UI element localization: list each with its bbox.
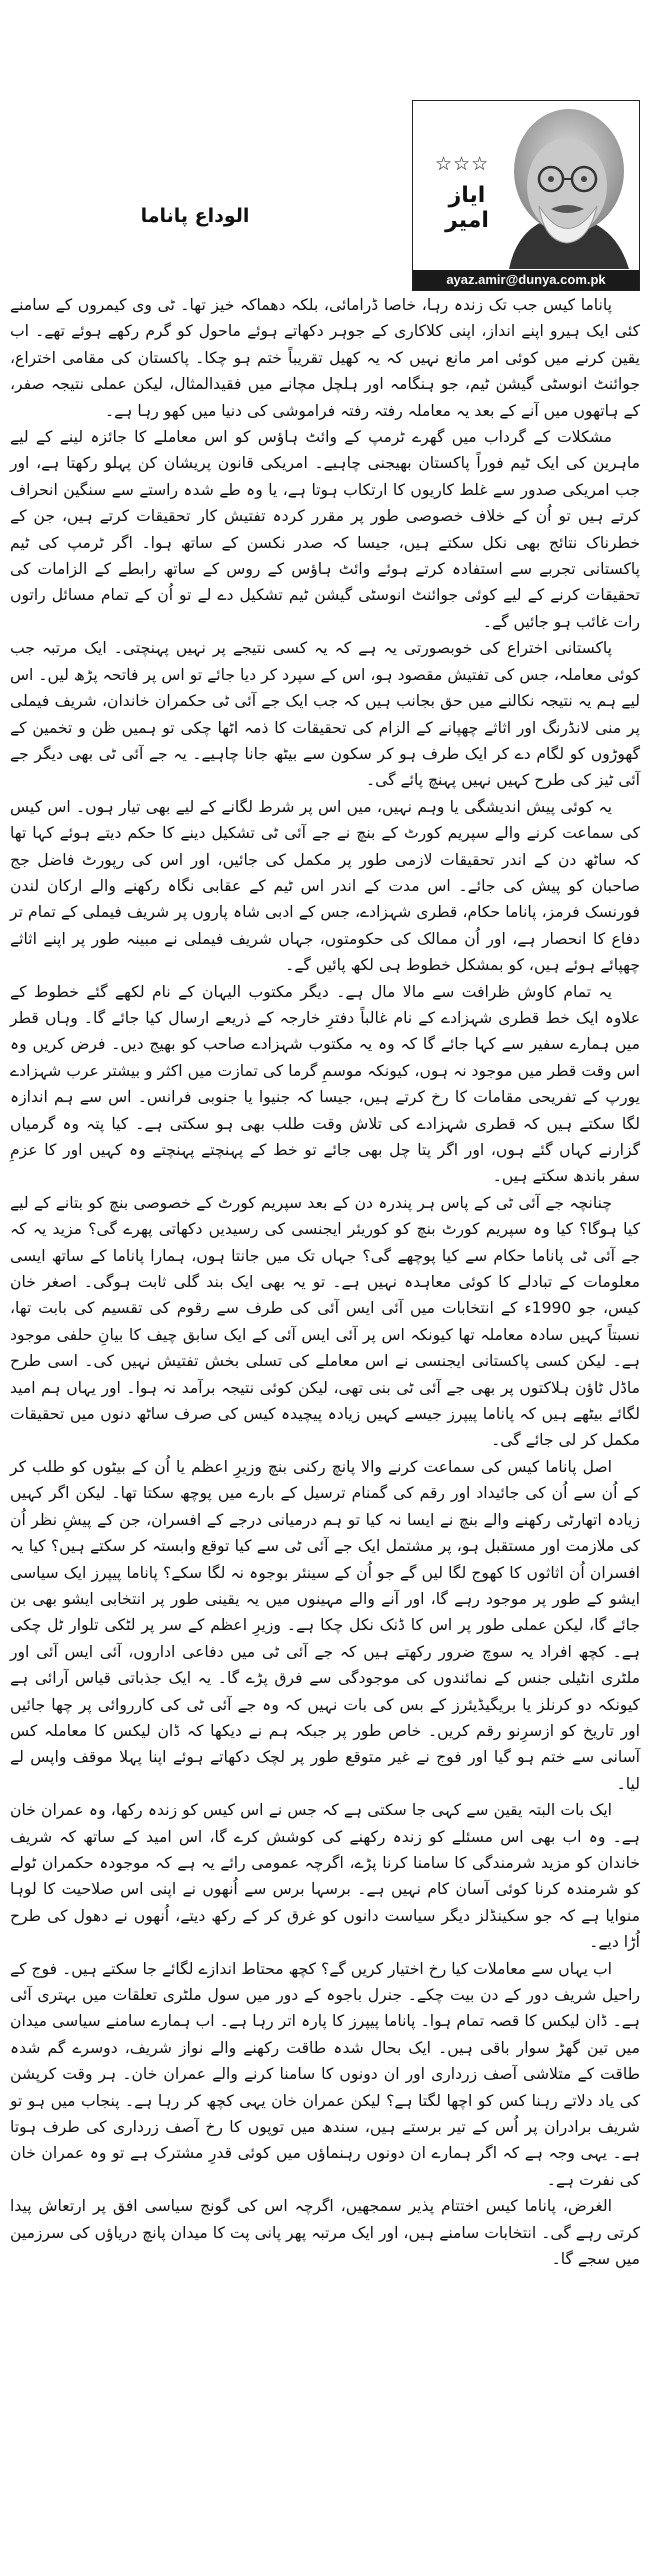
article-paragraph: یہ کوئی پیش اندیشگی یا وہم نہیں، میں اس پر شرط لگانے کے لیے بھی تیار ہوں۔ اس کیس کی سماعت کرنے والے سپریم کورٹ کے بنچ نے جے آئی ٹی تشکیل دینے کا حکم دیتے ہوئے کہا تھا کہ ساٹھ دن کے اندر تحقیقات لازمی طور پر مکمل کی جائیں، اور اس کی رپورٹ فاضل جج صاحبان کو پیش کی جائے۔ اس مدت کے اندر اس ٹیم کے عقابی نگاہ رکھنے والے ارکان لندن فورنسک فرمز، پاناما حکام، قطری شہزادے، جس کے ادبی شاہ پاروں پر شریف فیملی کے تمام تر دفاع کا انحصار ہے، اور اُن ممالک کی حکومتوں، جہاں شریف فیملی نے مبینہ طور پر اپنے اثاثے چھپائے ہوئے ہیں، کو بمشکل خطوط ہی لکھ پائیں گے۔ (10, 797, 640, 975)
article-paragraph: یہ تمام کاوش ظرافت سے مالا مال ہے۔ دیگر مکتوب الیہان کے نام لکھے گئے خطوط کے علاوہ ایک خط قطری شہزادے کے نام غالباً دفترِ خارجہ کے ذریعے ارسال کیا جائے گا۔ وہاں قطر میں ہمارے سفیر سے کہا جائے گا کہ وہ یہ مکتوب شہزادے صاحب کو بھیج دیں۔ فرض کریں وہ اس وقت قطر میں موجود نہ ہوں، کیونکہ موسمِ گرما کی تمازت میں اکثر و بیشتر عرب شہزادے یورپ کے تفریحی مقامات کا رخ کرتے ہیں، جیسا کہ جنیوا یا جنوبی فرانس۔ اس سے ہم اندازہ لگا سکتے ہیں کہ قطری شہزادے کی تلاش وقت طلب بھی ہو سکتی ہے۔ کیا پتہ وہ گرمیاں گزارنے کہاں گئے ہوں، اور اگر پتا چل بھی جائے تو خط کے پہنچتے پہنچتے وہ کہیں اور کا عزمِ سفر باندھ سکتے ہیں۔ (10, 982, 640, 1186)
article-paragraph: الغرض، پاناما کیس اختتام پذیر سمجھیں، اگرچہ اس کی گونج سیاسی افق پر ارتعاش پیدا کرتی رہے گی۔ انتخابات سامنے ہیں، اور ایک مرتبہ پھر پانی پت کا میدان پانچ دریاؤں کی سرزمین میں سجے گا۔ (10, 2197, 640, 2269)
author-email[interactable]: ayaz.amir@dunya.com.pk (413, 270, 639, 290)
article-paragraph: اصل پاناما کیس کی سماعت کرنے والا پانچ رکنی بنچ وزیرِ اعظم یا اُن کے بیٹوں کو طلب کر کے اُن سے اُن کی جائیداد اور رقم کی گمنام ترسیل کے بارے میں پوچھ سکتا تھا۔ لیکن اگر کہیں زیادہ اتھارٹی رکھنے والے بنچ نے ایسا نہ کیا تو ہم درمیانی درجے کے افسران، جن کے پیشِ نظر اُن کی ملازمت اور مستقبل ہو، پر مشتمل ایک جے آئی ٹی سے کیا توقع وابستہ کر سکتے ہیں؟ کیا یہ افسران اُن اثاثوں کا کھوج لگا لیں گے جو اُن کے سینئر بوجوہ نہ لگا سکے؟ پاناما پیپرز ایک سیاسی ایشو کے طور پر موجود رہے گا، اور آنے والے مہینوں میں یہ یقینی طور پر انتخابی ایشو بھی بن جائے گا، لیکن عملی طور پر اس کا ڈنک نکل چکا ہے۔ وزیرِ اعظم کے سر پر لٹکی تلوار ٹل چکی ہے۔ کچھ افراد یہ سوچ ضرور رکھتے ہیں کہ جے آئی ٹی میں دفاعی اداروں، آئی ایس آئی اور ملٹری انٹیلی جنس کے نمائندوں کی موجودگی سے فرق پڑے گا۔ یہ ایک جذباتی قیاس آرائی ہے کیونکہ دو کرنلز یا بریگیڈیئرز کے بس کی بات نہیں کہ وہ جے آئی ٹی کی کارروائی پر چھا جائیں اور تاریخ کو ازسرِنو رقم کریں۔ خاص طور پر جبکہ ہم نے دیکھا کہ ڈان لیکس کا معاملہ کس آسانی سے ختم ہو گیا اور فوج نے غیر متوقع طور پر لچک دکھاتے ہوئے اپنا پہلا موقف واپس لے لیا۔ (10, 1457, 640, 1793)
article-paragraph: چنانچہ جے آئی ٹی کے پاس ہر پندرہ دن کے بعد سپریم کورٹ کے خصوصی بنچ کو بتانے کے لیے کیا ہوگا؟ کیا وہ سپریم کورٹ بنچ کو کوریئر ایجنسی کی رسیدیں دکھاتی پھرے گی؟ مزید یہ کہ جے آئی ٹی پاناما حکام سے کیا پوچھے گی؟ جہاں تک میں جانتا ہوں، ہمارا پاناما کے ساتھ ایسی معلومات کے تبادلے کا کوئی معاہدہ نہیں ہے۔ تو یہ بھی ایک بند گلی ثابت ہوگی۔ اصغر خان کیس، جو 1990ء کے انتخابات میں آئی ایس آئی کی طرف سے رقوم کی تقسیم کی بابت تھا، نسبتاً کہیں سادہ معاملہ تھا کیونکہ اس پر آئی ایس آئی کے ایک سابق چیف کا بیانِ حلفی موجود ہے۔ لیکن کسی پاکستانی ایجنسی نے اس معاملے کی تسلی بخش تفتیش نہیں کی۔ اسی طرح ماڈل ٹاؤن ہلاکتوں پر بھی جے آئی ٹی بنی تھی، لیکن کوئی نتیجہ برآمد نہ ہوا۔ اور یہاں ہم امید لگائے بیٹھے ہیں کہ پاناما پیپرز جیسے کہیں زیادہ پیچیدہ کیس کی صرف ساٹھ دنوں میں تحقیقات مکمل کر لی جائے گی۔ (10, 1193, 640, 1450)
article-paragraph: مشکلات کے گرداب میں گھرے ٹرمپ کے وائٹ ہاؤس کو اس معاملے کا جائزہ لینے کے لیے ماہرین کی ایک ٹیم فوراً پاکستان بھیجنی چاہیے۔ امریکی قانون پریشان کن پہلو رکھتا ہے، اور جب امریکی صدور سے غلط کاریوں کا ارتکاب ہوتا ہے، یا وہ طے شدہ راستے سے سنگین انحراف کرتے ہیں تو اُن کے خلاف خصوصی طور پر مقرر کردہ تفتیش کار تحقیقات کرتے ہیں، جن کے خطرناک نتائج بھی نکل سکتے ہیں، جیسا کہ صدر نکسن کے ساتھ ہوا۔ اگر ٹرمپ کی ٹیم پاکستانی تجربے سے استفادہ کرتے ہوئے وائٹ ہاؤس کے روس کے ساتھ رابطے کے الزامات کی تحقیقات کرنے کے لیے کوئی جوائنٹ انوسٹی گیشن ٹیم تشکیل دے لے تو اُن کے تمام مسائل راتوں رات غائب ہو جائیں گے۔ (10, 428, 640, 631)
rating-stars: ☆☆☆ (435, 153, 490, 175)
article-body (10, 292, 640, 2272)
column-title: الوداع پاناما (140, 205, 250, 227)
author-name: ایاز امیر (445, 183, 489, 233)
article-paragraph: پاناما کیس جب تک زندہ رہا، خاصا ڈرامائی، بلکہ دھماکہ خیز تھا۔ ٹی وی کیمروں کے سامنے کئی ایک ہیرو اپنے انداز، اپنی کلاکاری کے جوہر دکھاتے ہوئے ماحول کو گرم رکھے ہوئے تھے۔ اب یقین کرنے میں کوئی امر مانع نہیں کہ یہ کھیل تقریباً ختم ہو چکا۔ پاکستان کی مقامی اختراع، جوائنٹ انوسٹی گیشن ٹیم، جو ہنگامہ اور ہلچل مچانے میں فقیدالمثال، لیکن عملی نتیجہ صفر، کے ہاتھوں میں آنے کے بعد یہ معاملہ رفتہ رفتہ فراموشی کی دنیا میں کھو رہا ہے۔ (10, 296, 640, 420)
columnist-photo (489, 101, 639, 269)
columnist-byline-box (412, 100, 640, 291)
article-paragraph: پاکستانی اختراع کی خوبصورتی یہ ہے کہ یہ کسی نتیجے پر نہیں پہنچتی۔ ایک مرتبہ جب کوئی معاملہ، جس کی تفتیش مقصود ہو، اس کے سپرد کر دیا جائے تو اس پر فاتحہ پڑھ لیں۔ اس لیے ہم یہ نتیجہ نکالنے میں حق بجانب ہیں کہ جب ایک جے آئی ٹی حکمران خاندان، شریف فیملی پر منی لانڈرنگ اور اثاثے چھپانے کے الزام کی تحقیقات کا ذمہ اٹھا چکی تو ہمیں ظن و تخمین کے گھوڑوں کو لگام دے کر ایک طرف ہو کر سکون سے بیٹھ جانا چاہیے۔ یہ جے آئی ٹی بھی دیگر جے آئی ٹیز کی طرح کہیں نہیں پہنچ پائے گی۔ (10, 639, 640, 790)
article-paragraph: اب یہاں سے معاملات کیا رخ اختیار کریں گے؟ کچھ محتاط اندازے لگائے جا سکتے ہیں۔ فوج کے راحیل شریف دور کے دن بیت چکے۔ جنرل باجوہ کے دور میں سول ملٹری تعلقات میں بہتری آئی ہے۔ ڈان لیکس کا قصہ تمام ہوا۔ پاناما پیپرز کا پارہ اتر رہا ہے۔ اب ہمارے سامنے سیاسی میدان میں تین گھڑ سوار باقی ہیں۔ ایک بحال شدہ طاقت رکھنے والے نواز شریف، دوسرے گم شدہ طاقت کے متلاشی آصف زرداری اور ان دونوں کا سامنا کرنے والے عمران خان۔ ہر وقت کرپشن کی یاد دلاتے رہنا کس کو اچھا لگتا ہے؟ لیکن عمران خان یہی کچھ کر رہا ہے۔ پنجاب میں ہو تو شریف برادران پر اُس کے تیر برستے ہیں، سندھ میں توپوں کا رخ آصف زرداری کی طرف ہوتا ہے۔ یہی وجہ ہے کہ اگر ہمارے ان دونوں رہنماؤں میں کوئی قدرِ مشترک ہے تو وہ عمران خان کی نفرت ہے۔ (10, 1959, 640, 2189)
article-paragraph: ایک بات البتہ یقین سے کہی جا سکتی ہے کہ جس نے اس کیس کو زندہ رکھا، وہ عمران خان ہے۔ وہ اب بھی اس مسئلے کو زندہ رکھنے کی کوشش کرے گا، اس امید کے ساتھ کہ شریف خاندان کو مزید شرمندگی کا سامنا کرنا پڑے، اگرچہ عمومی رائے یہ ہے کہ موجودہ حکمران ٹولے کو شرمندہ کرنا کوئی آسان کام نہیں ہے۔ برسہا برس سے اُنھوں نے اپنی اس صلاحیت کا لوہا منوایا ہے کہ جو سکینڈلز دیگر سیاست دانوں کو غرق کر کے رکھ دیتے، اُنھوں نے دھول کی طرح اُڑا دیے۔ (10, 1801, 640, 1952)
